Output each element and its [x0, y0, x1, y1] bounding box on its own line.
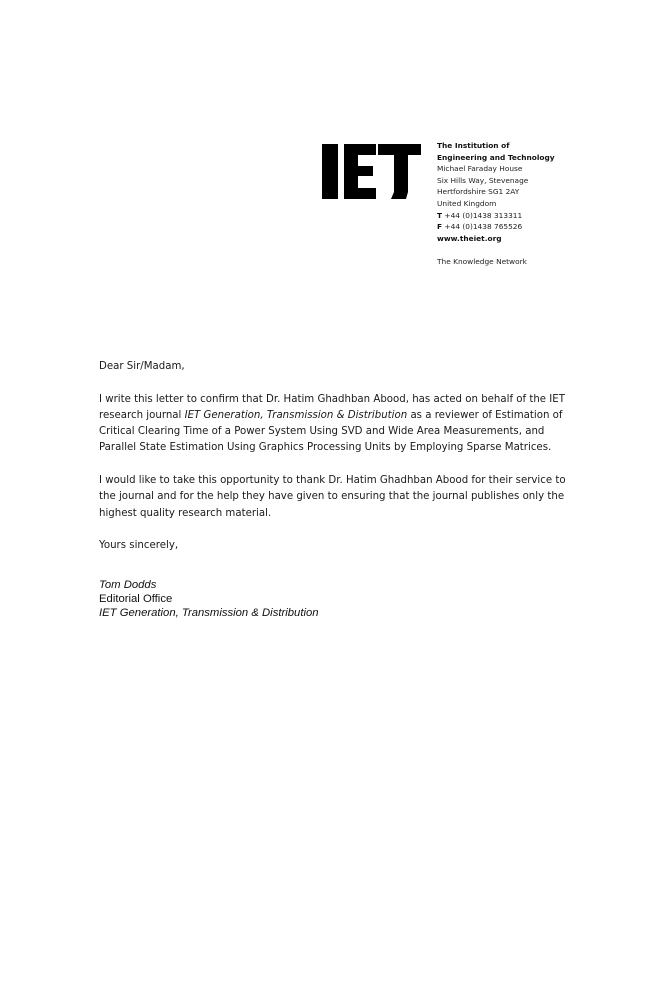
thanks-paragraph: I would like to take this opportunity to thank Dr. Hatim Ghadhban Abood for their service to the journal and for the help they have given to ensuring that the journal publishes only the highest quality research material. — [99, 475, 566, 519]
phone-line — [437, 210, 555, 222]
letterhead — [320, 140, 640, 280]
tagline: The Knowledge Network — [437, 256, 527, 266]
paragraph-text: I write this letter to confirm that Dr. Hatim Ghadhban Abood, has acted on behalf of the IET research journal — [99, 393, 565, 421]
fax-label: F — [437, 222, 443, 232]
institution-address — [437, 140, 555, 268]
signature-block — [99, 578, 319, 621]
paragraph-text: as a reviewer of Estimation of Critical Clearing Time of a Power System Using SVD and Wide Area Measurements, and Parallel State Estimation Using Graphics Processing Units by Employing Sparse Matrices. — [99, 409, 563, 454]
signatory-office: Editorial Office — [99, 593, 173, 606]
address-line: Hertfordshire SG1 2AY — [437, 187, 520, 197]
journal-name: IET Generation, Transmission & Distribution — [184, 409, 408, 421]
signatory-journal: IET Generation, Transmission & Distribution — [99, 607, 319, 620]
website-link[interactable]: www.theiet.org — [437, 233, 502, 243]
address-line: Michael Faraday House — [437, 164, 523, 174]
fax-number: +44 (0)1438 765526 — [444, 222, 523, 232]
phone-number: +44 (0)1438 313311 — [444, 210, 523, 220]
letter-body — [99, 359, 569, 555]
org-name-line-1: The Institution of — [437, 141, 510, 150]
signatory-name: Tom Dodds — [99, 579, 157, 591]
confirmation-paragraph — [99, 392, 569, 457]
phone-label: T — [437, 210, 443, 220]
address-line: United Kingdom — [437, 198, 497, 208]
iet-logo — [320, 142, 422, 200]
salutation: Dear Sir/Madam, — [99, 361, 185, 372]
fax-line — [437, 221, 555, 233]
org-name-line-2: Engineering and Technology — [437, 152, 555, 162]
closing: Yours sincerely, — [99, 540, 179, 552]
address-line: Six Hills Way, Stevenage — [437, 175, 529, 185]
